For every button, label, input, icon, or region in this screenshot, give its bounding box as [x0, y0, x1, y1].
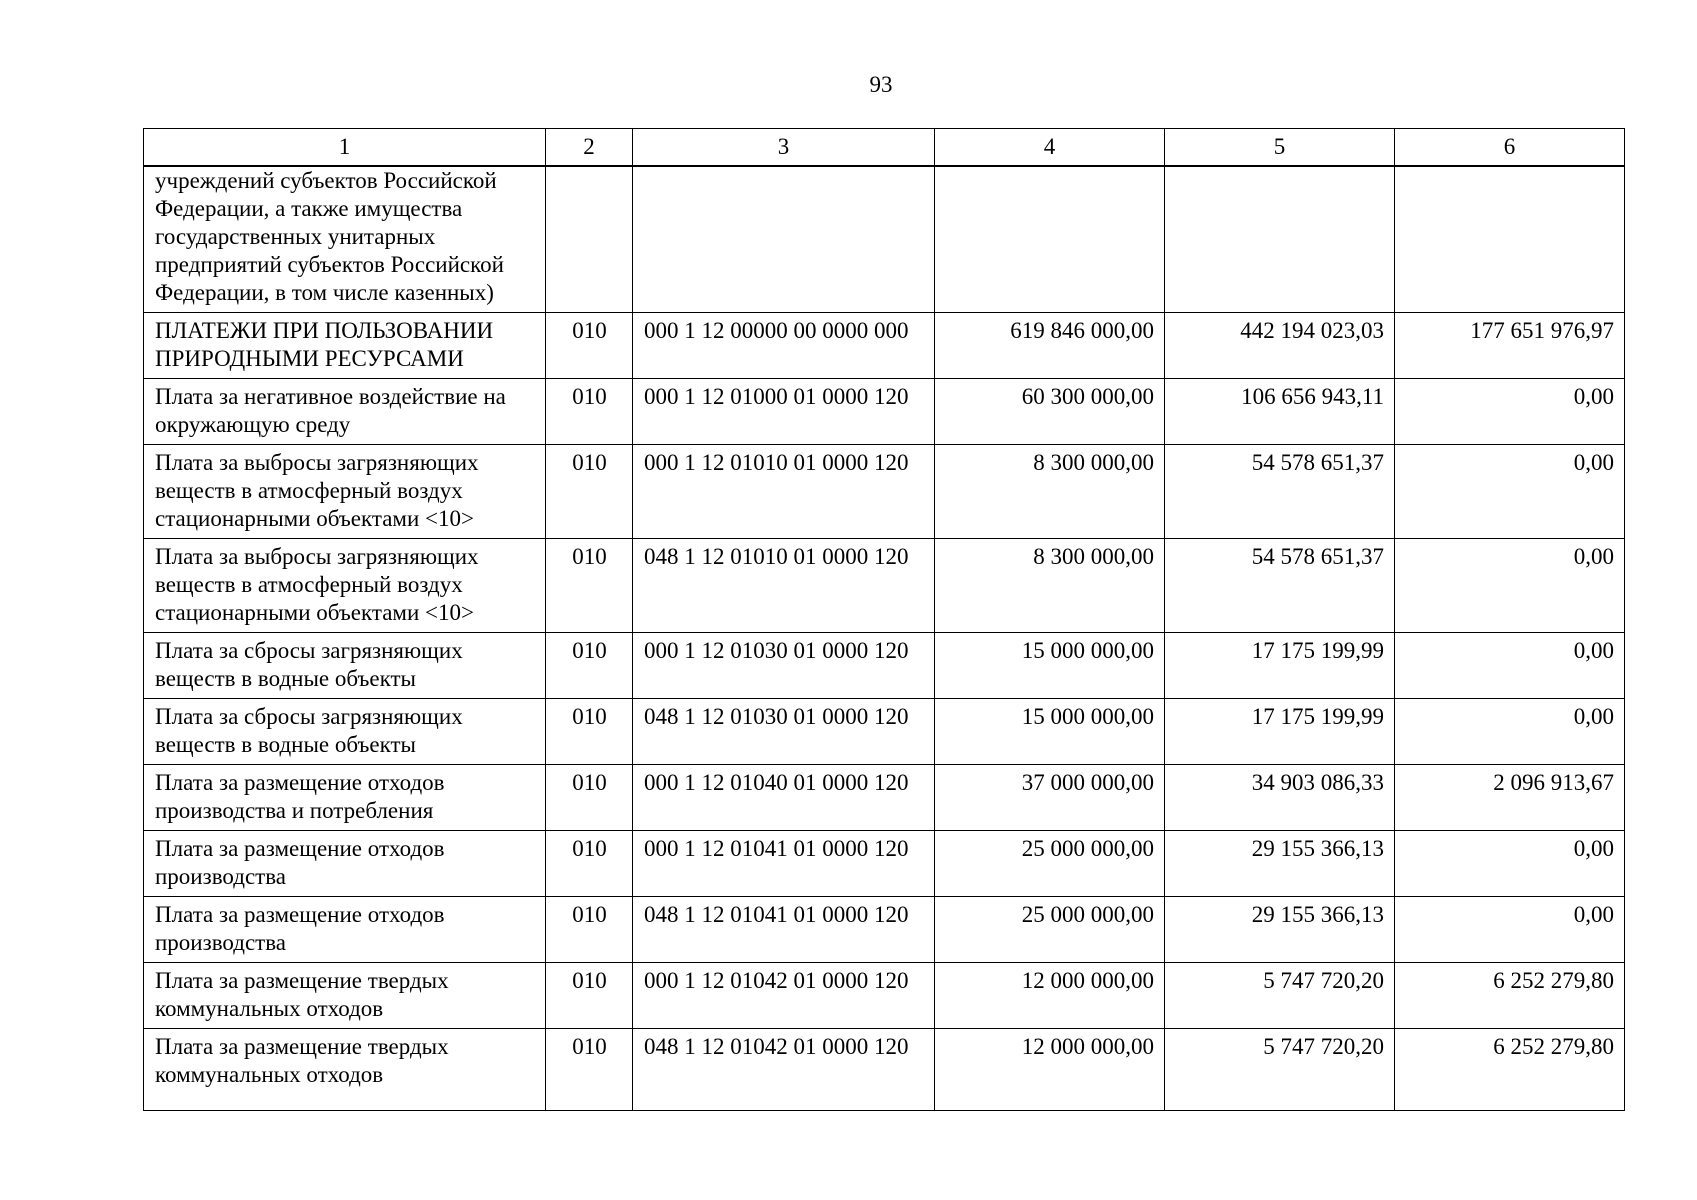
row-col5-value: 34 903 086,33 [1165, 765, 1395, 831]
row-line-code: 010 [546, 963, 633, 1029]
row-name: ПЛАТЕЖИ ПРИ ПОЛЬЗОВАНИИ ПРИРОДНЫМИ РЕСУРСАМИ [144, 313, 546, 379]
row-col4-value: 8 300 000,00 [935, 539, 1165, 633]
revenue-table [143, 128, 1625, 1111]
row-line-code: 010 [546, 445, 633, 539]
row-col6-value: 0,00 [1395, 699, 1625, 765]
row-line-code: 010 [546, 831, 633, 897]
page-number: 93 [869, 72, 893, 97]
row-name: Плата за размещение отходов производства [144, 897, 546, 963]
column-header-6: 6 [1395, 129, 1625, 167]
row-col4-value: 37 000 000,00 [935, 765, 1165, 831]
row-budget-code: 000 1 12 01041 01 0000 120 [633, 831, 935, 897]
row-budget-code: 000 1 12 01040 01 0000 120 [633, 765, 935, 831]
column-header-4: 4 [935, 129, 1165, 167]
table-row [144, 1029, 1625, 1111]
table-row [144, 633, 1625, 699]
row-col4-value: 25 000 000,00 [935, 831, 1165, 897]
row-col6-value: 0,00 [1395, 897, 1625, 963]
row-line-code: 010 [546, 379, 633, 445]
row-col5-value: 29 155 366,13 [1165, 897, 1395, 963]
row-col4-value: 619 846 000,00 [935, 313, 1165, 379]
row-line-code: 010 [546, 765, 633, 831]
row-line-code: 010 [546, 313, 633, 379]
column-header-2: 2 [546, 129, 633, 167]
row-line-code: 010 [546, 633, 633, 699]
row-col5-value: 54 578 651,37 [1165, 539, 1395, 633]
column-header-1: 1 [144, 129, 546, 167]
table-row [144, 831, 1625, 897]
row-budget-code: 048 1 12 01030 01 0000 120 [633, 699, 935, 765]
row-budget-code: 048 1 12 01042 01 0000 120 [633, 1029, 935, 1111]
row-col4-value: 12 000 000,00 [935, 1029, 1165, 1111]
row-col4-value: 15 000 000,00 [935, 699, 1165, 765]
row-budget-code [633, 166, 935, 313]
row-name: Плата за размещение твердых коммунальных отходов [144, 1029, 546, 1111]
row-line-code: 010 [546, 699, 633, 765]
row-col6-value: 0,00 [1395, 445, 1625, 539]
row-col6-value [1395, 166, 1625, 313]
table-row [144, 897, 1625, 963]
row-col5-value: 29 155 366,13 [1165, 831, 1395, 897]
row-col5-value: 17 175 199,99 [1165, 633, 1395, 699]
row-line-code: 010 [546, 1029, 633, 1111]
row-budget-code: 048 1 12 01041 01 0000 120 [633, 897, 935, 963]
column-header-5: 5 [1165, 129, 1395, 167]
row-budget-code: 000 1 12 01010 01 0000 120 [633, 445, 935, 539]
row-col6-value: 0,00 [1395, 831, 1625, 897]
row-name: Плата за размещение отходов производства и потребления [144, 765, 546, 831]
row-col6-value: 177 651 976,97 [1395, 313, 1625, 379]
row-col5-value [1165, 166, 1395, 313]
row-budget-code: 000 1 12 01030 01 0000 120 [633, 633, 935, 699]
row-col4-value [935, 166, 1165, 313]
table-row [144, 379, 1625, 445]
column-number-row [144, 129, 1625, 167]
row-col4-value: 8 300 000,00 [935, 445, 1165, 539]
column-header-3: 3 [633, 129, 935, 167]
row-name: Плата за выбросы загрязняющих веществ в атмосферный воздух стационарными объектами <10> [144, 445, 546, 539]
row-name: Плата за выбросы загрязняющих веществ в атмосферный воздух стационарными объектами <10> [144, 539, 546, 633]
row-budget-code: 048 1 12 01010 01 0000 120 [633, 539, 935, 633]
row-col6-value: 0,00 [1395, 633, 1625, 699]
table-row [144, 765, 1625, 831]
row-name: Плата за негативное воздействие на окружающую среду [144, 379, 546, 445]
table-row [144, 445, 1625, 539]
row-col5-value: 106 656 943,11 [1165, 379, 1395, 445]
row-col4-value: 12 000 000,00 [935, 963, 1165, 1029]
row-col6-value: 0,00 [1395, 539, 1625, 633]
row-name: Плата за размещение твердых коммунальных отходов [144, 963, 546, 1029]
row-line-code: 010 [546, 539, 633, 633]
row-name: Плата за сбросы загрязняющих веществ в водные объекты [144, 633, 546, 699]
row-name: учреждений субъектов Российской Федерации, а также имущества государственных унитарных предприятий субъектов Российской Федерации, в том числе казенных) [144, 166, 546, 313]
row-budget-code: 000 1 12 01000 01 0000 120 [633, 379, 935, 445]
row-name: Плата за размещение отходов производства [144, 831, 546, 897]
table-row [144, 166, 1625, 313]
row-col5-value: 17 175 199,99 [1165, 699, 1395, 765]
row-budget-code: 000 1 12 00000 00 0000 000 [633, 313, 935, 379]
table-row [144, 313, 1625, 379]
row-col5-value: 5 747 720,20 [1165, 1029, 1395, 1111]
row-col5-value: 442 194 023,03 [1165, 313, 1395, 379]
row-col4-value: 15 000 000,00 [935, 633, 1165, 699]
row-line-code: 010 [546, 897, 633, 963]
row-name: Плата за сбросы загрязняющих веществ в водные объекты [144, 699, 546, 765]
row-col6-value: 2 096 913,67 [1395, 765, 1625, 831]
row-budget-code: 000 1 12 01042 01 0000 120 [633, 963, 935, 1029]
row-line-code [546, 166, 633, 313]
table-row [144, 699, 1625, 765]
row-col4-value: 60 300 000,00 [935, 379, 1165, 445]
row-col5-value: 5 747 720,20 [1165, 963, 1395, 1029]
row-col4-value: 25 000 000,00 [935, 897, 1165, 963]
row-col5-value: 54 578 651,37 [1165, 445, 1395, 539]
table-row [144, 539, 1625, 633]
row-col6-value: 6 252 279,80 [1395, 1029, 1625, 1111]
row-col6-value: 6 252 279,80 [1395, 963, 1625, 1029]
row-col6-value: 0,00 [1395, 379, 1625, 445]
table-row [144, 963, 1625, 1029]
